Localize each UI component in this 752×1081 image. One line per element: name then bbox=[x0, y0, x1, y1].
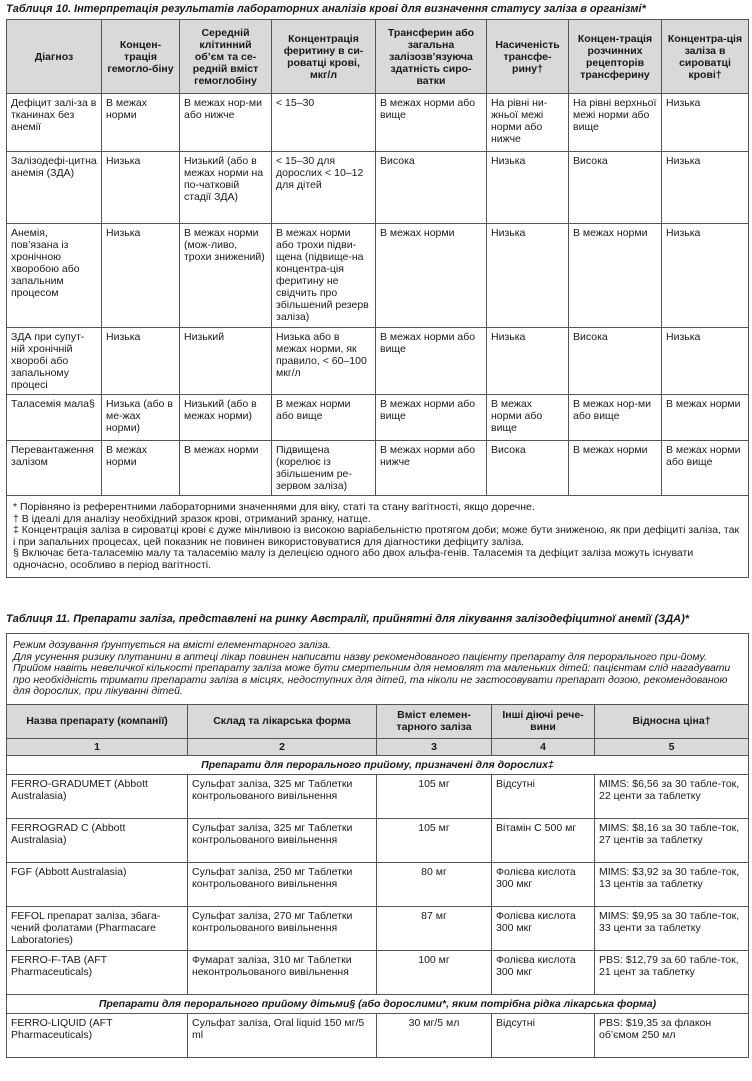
table-cell: 87 мг bbox=[377, 906, 492, 950]
table-cell: ЗДА при супут-ній хронічній хворобі або запальному процесі bbox=[7, 328, 102, 395]
table-cell: Висока bbox=[376, 152, 487, 224]
table-row bbox=[7, 94, 749, 152]
table-cell: Низька bbox=[487, 224, 569, 328]
table-cell: FEFOL препарат заліза, збага-чений фолатами (Pharmacare Laboratories) bbox=[7, 906, 188, 950]
table-cell: Низька або в межах норми, як правило, < 60–100 мкг/л bbox=[272, 328, 376, 395]
table11-notes bbox=[7, 634, 749, 705]
table-cell: Висока bbox=[569, 328, 662, 395]
table-cell: < 15–30 для дорослих < 10–12 для дітей bbox=[272, 152, 376, 224]
table-row bbox=[7, 774, 749, 818]
table11-caption: Таблиця 11. Препарати заліза, представлені на ринку Австралії, прийнятні для лікування залізодефіцитної анемії (ЗДА)* bbox=[6, 613, 690, 625]
section-row bbox=[7, 755, 749, 774]
section-title: Препарати для перорального прийому дітьми§ (або дорослими*, яким потрібна рідка лікарська форма) bbox=[7, 994, 749, 1013]
header-cell: Діагноз bbox=[7, 20, 102, 94]
footnote: ‡ Концентрація заліза в сироватці крові є дуже мінливою із високою варіабельністю протягом доби; може бути зниженою, як при дефіциті заліза, так і при запальних процесах, цей показник не повинен використовуватися для діагностики дефіциту заліза. bbox=[13, 524, 740, 548]
table-cell: Відсутні bbox=[492, 774, 595, 818]
table-cell: Низька bbox=[662, 224, 749, 328]
header-cell: Концен-трація розчинних рецепторів трансферину bbox=[569, 20, 662, 94]
table-row bbox=[7, 152, 749, 224]
table-row bbox=[7, 862, 749, 906]
table-cell: Низька bbox=[487, 152, 569, 224]
table-row bbox=[7, 906, 749, 950]
table-cell: FERROGRAD C (Abbott Australasia) bbox=[7, 818, 188, 862]
table-cell: Перевантаження залізом bbox=[7, 441, 102, 496]
table-cell: Низька bbox=[102, 152, 180, 224]
header-cell: Середній клітинний об’єм та се-редній вміст гемоглобіну bbox=[180, 20, 272, 94]
table-cell: В межах нор-ми або нижче bbox=[180, 94, 272, 152]
table-cell: В межах норми або вище bbox=[376, 328, 487, 395]
table-cell: Сульфат заліза, 250 мг Таблетки контрольованого вивільнення bbox=[188, 862, 377, 906]
column-number: 5 bbox=[595, 738, 749, 755]
header-cell: Трансферин або загальна залізозв’язуюча здатність сиро-ватки bbox=[376, 20, 487, 94]
table-cell: Низька (або в ме-жах норми) bbox=[102, 395, 180, 441]
note: Для усунення ризику плутанини в аптеці лікар повинен написати назву рекомендованого пацієнту препарату для перорального при-йому. Прийом навіть невеличкої кількості препарату заліза може бути смертельним для немовлят та маленьких дітей: пацієнтам слід нагадувати про необхідність тримати препарати заліза в місцях, недоступних для дітей, та ніколи не застосовувати препарат дозою, рекомендованою для дорослих, при лікуванні дітей. bbox=[13, 650, 731, 697]
table-cell: Сульфат заліза, 325 мг Таблетки контрольованого вивільнення bbox=[188, 818, 377, 862]
table-cell: Анемія, пов’язана із хронічною хворобою або запальним процесом bbox=[7, 224, 102, 328]
table-cell: MIMS: $8,16 за 30 табле-ток, 27 центів за таблетку bbox=[595, 818, 749, 862]
table-cell: MIMS: $6,56 за 30 табле-ток, 22 центи за таблетку bbox=[595, 774, 749, 818]
table-row bbox=[7, 1013, 749, 1057]
table-cell: Фумарат заліза, 310 мг Таблетки неконтрольованого вивільнення bbox=[188, 950, 377, 994]
table-row bbox=[7, 224, 749, 328]
table-row bbox=[7, 328, 749, 395]
table-cell: В межах норми bbox=[569, 224, 662, 328]
header-cell: Склад та лікарська форма bbox=[188, 704, 377, 738]
table-cell: Сульфат заліза, Oral liquid 150 мг/5 ml bbox=[188, 1013, 377, 1057]
header-cell: Інші діючі рече-вини bbox=[492, 704, 595, 738]
table-cell: В межах норми bbox=[662, 395, 749, 441]
table11-header-row bbox=[7, 704, 749, 738]
table-cell: PBS: $12,79 за 60 табле-ток, 21 цент за таблетку bbox=[595, 950, 749, 994]
column-number: 2 bbox=[188, 738, 377, 755]
table-cell: В межах норми bbox=[102, 441, 180, 496]
header-cell: Концен-трація гемогло-біну bbox=[102, 20, 180, 94]
table11 bbox=[6, 633, 749, 1058]
table-cell: На рівні ни-жньої межі норми або нижче bbox=[487, 94, 569, 152]
table-cell: В межах норми або вище bbox=[662, 441, 749, 496]
table-cell: MIMS: $3,92 за 30 табле-ток, 13 центів за таблетку bbox=[595, 862, 749, 906]
table-cell: В межах норми bbox=[102, 94, 180, 152]
table-cell: Таласемія мала§ bbox=[7, 395, 102, 441]
table-cell: Вітамін С 500 мг bbox=[492, 818, 595, 862]
table-cell: 30 мг/5 мл bbox=[377, 1013, 492, 1057]
table-cell: Низький bbox=[180, 328, 272, 395]
table-cell: Дефіцит залі-за в тканинах без анемії bbox=[7, 94, 102, 152]
table-cell: Висока bbox=[569, 152, 662, 224]
table-cell: В межах норми bbox=[376, 224, 487, 328]
table-cell: В межах норми або трохи підви-щена (підвище-на концентра-ція феритину не свідчить про збільшений резерв заліза) bbox=[272, 224, 376, 328]
table10-footnotes bbox=[7, 496, 749, 578]
table10-caption: Таблиця 10. Інтерпретація результатів лабораторних аналізів крові для визначення статусу заліза в організмі* bbox=[6, 3, 646, 15]
table-cell: Низька bbox=[662, 328, 749, 395]
column-number-row bbox=[7, 738, 749, 755]
notes-cell bbox=[7, 634, 749, 705]
table-cell: В межах норми або вище bbox=[272, 395, 376, 441]
table-row bbox=[7, 818, 749, 862]
table-cell: Низька bbox=[487, 328, 569, 395]
header-cell: Концентрація феритину в си-роватці крові, мкг/л bbox=[272, 20, 376, 94]
table-cell: Підвищена (корелює із збільшеним ре-зервом заліза) bbox=[272, 441, 376, 496]
table-cell: На рівні верхньої межі норми або вище bbox=[569, 94, 662, 152]
table-cell: MIMS: $9,95 за 30 табле-ток, 33 центи за таблетку bbox=[595, 906, 749, 950]
header-cell: Вміст елемен-тарного заліза bbox=[377, 704, 492, 738]
table-cell: Низький (або в межах норми) bbox=[180, 395, 272, 441]
table-cell: 105 мг bbox=[377, 818, 492, 862]
table-cell: В межах норми або нижче bbox=[376, 441, 487, 496]
footnote: * Порівняно із референтними лабораторними значеннями для віку, статі та стану вагітності, якщо доречне. bbox=[13, 501, 535, 513]
table-row bbox=[7, 441, 749, 496]
header-cell: Насиченість трансфе-рину† bbox=[487, 20, 569, 94]
footnote: § Включає бета-таласемію малу та таласемію малу із делецією одного або двох альфа-генів. Таласемія та дефіцит заліза можуть існувати одночасно, особливо в період вагітності. bbox=[13, 547, 694, 571]
table-cell: Фолієва кислота 300 мкг bbox=[492, 950, 595, 994]
table-row bbox=[7, 395, 749, 441]
table-cell: 105 мг bbox=[377, 774, 492, 818]
table-cell: 100 мг bbox=[377, 950, 492, 994]
section-row bbox=[7, 994, 749, 1013]
table-cell: В межах норми або вище bbox=[376, 395, 487, 441]
header-cell: Назва препарату (компанії) bbox=[7, 704, 188, 738]
table-cell: В межах нор-ми або вище bbox=[569, 395, 662, 441]
table-cell: Низька bbox=[102, 224, 180, 328]
table-cell: FERRO-GRADUMET (Abbott Australasia) bbox=[7, 774, 188, 818]
table10-header-row bbox=[7, 20, 749, 94]
table-cell: В межах норми bbox=[569, 441, 662, 496]
column-number: 4 bbox=[492, 738, 595, 755]
table-cell: FERRO-F-TAB (AFT Pharmaceuticals) bbox=[7, 950, 188, 994]
table-cell: Сульфат заліза, 325 мг Таблетки контрольованого вивільнення bbox=[188, 774, 377, 818]
table10 bbox=[6, 19, 749, 578]
table-cell: Низька bbox=[662, 94, 749, 152]
table-cell: Сульфат заліза, 270 мг Таблетки контрольованого вивільнення bbox=[188, 906, 377, 950]
table-cell: Низька bbox=[662, 152, 749, 224]
table-cell: 80 мг bbox=[377, 862, 492, 906]
column-number: 3 bbox=[377, 738, 492, 755]
footnote: † В ідеалі для аналізу необхідний зразок крові, отриманий зранку, натще. bbox=[13, 512, 371, 525]
table-cell: FERRO-LIQUID (AFT Pharmaceuticals) bbox=[7, 1013, 188, 1057]
column-number: 1 bbox=[7, 738, 188, 755]
footnotes-cell bbox=[7, 496, 749, 578]
header-cell: Відносна ціна† bbox=[595, 704, 749, 738]
table-cell: Фолієва кислота 300 мкг bbox=[492, 862, 595, 906]
table-cell: Низька bbox=[102, 328, 180, 395]
table-cell: В межах норми bbox=[180, 441, 272, 496]
table-cell: Висока bbox=[487, 441, 569, 496]
header-cell: Концентра-ція заліза в сироватці крові† bbox=[662, 20, 749, 94]
table-cell: Низький (або в межах норми на по-чатковій стадії ЗДА) bbox=[180, 152, 272, 224]
table-cell: Фолієва кислота 300 мкг bbox=[492, 906, 595, 950]
table-cell: < 15–30 bbox=[272, 94, 376, 152]
table-cell: В межах норми або вище bbox=[376, 94, 487, 152]
note: Режим дозування ґрунтується на вмісті елементарного заліза. bbox=[13, 639, 331, 651]
table-row bbox=[7, 950, 749, 994]
table-cell: В межах норми (мож-ливо, трохи знижений) bbox=[180, 224, 272, 328]
table-cell: PBS: $19,35 за флакон об’ємом 250 мл bbox=[595, 1013, 749, 1057]
table-cell: Залізодефі-цитна анемія (ЗДА) bbox=[7, 152, 102, 224]
section-title: Препарати для перорального прийому, призначені для дорослих‡ bbox=[7, 755, 749, 774]
table-cell: Відсутні bbox=[492, 1013, 595, 1057]
table-cell: В межах норми або вище bbox=[487, 395, 569, 441]
table-cell: FGF (Abbott Australasia) bbox=[7, 862, 188, 906]
